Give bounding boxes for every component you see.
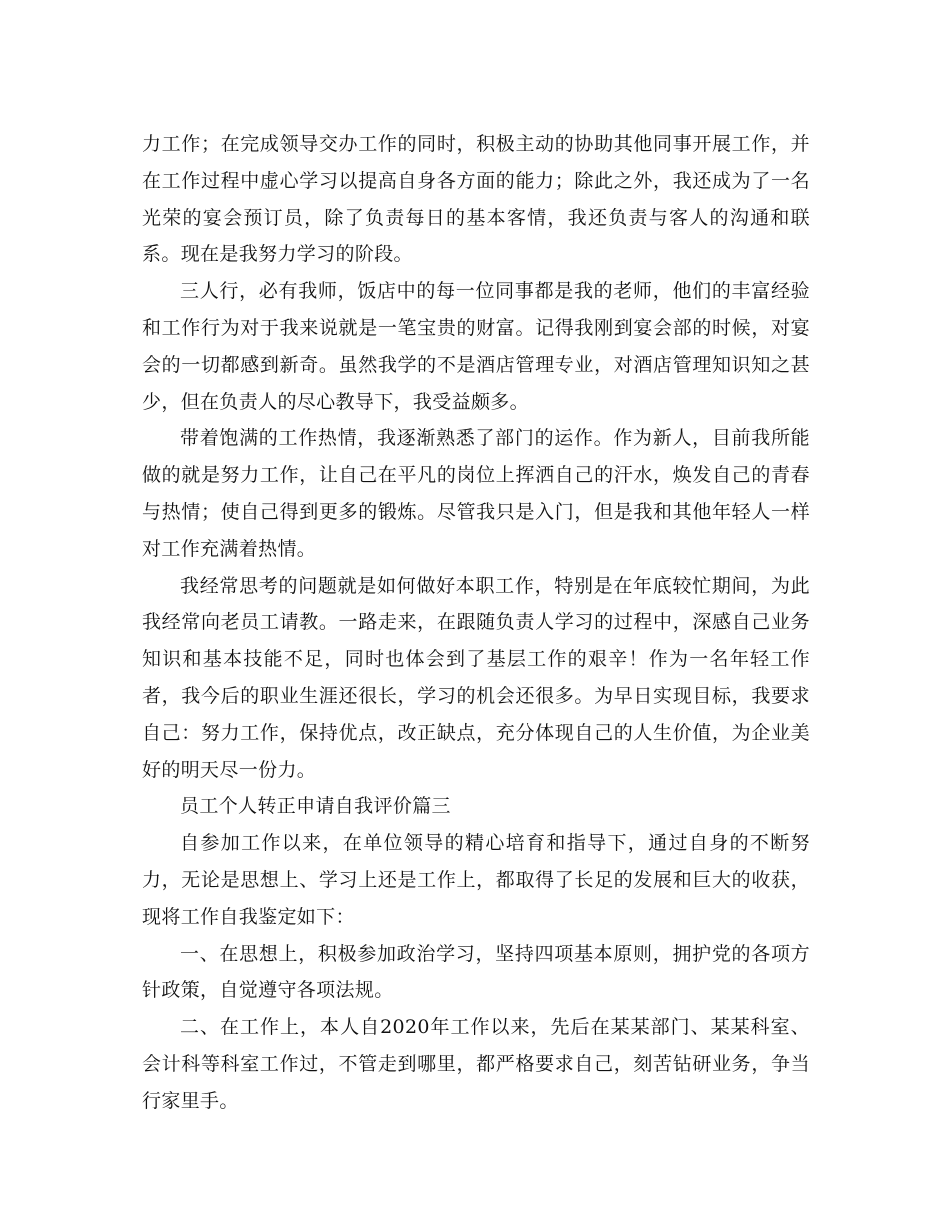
document-body	[142, 126, 810, 1120]
paragraph-reflection: 我经常思考的问题就是如何做好本职工作，特别是在年底较忙期间，为此我经常向老员工请教。一路走来，在跟随负责人学习的过程中，深感自己业务知识和基本技能不足，同时也体会到了基层工作的艰辛！作为一名年轻工作者，我今后的职业生涯还很长，学习的机会还很多。为早日实现目标，我要求自己：努力工作，保持优点，改正缺点，充分体现自己的人生价值，为企业美好的明天尽一份力。	[142, 574, 810, 781]
paragraph-thought: 一、在思想上，积极参加政治学习，坚持四项基本原则，拥护党的各项方针政策，自觉遵守各项法规。	[142, 942, 810, 1002]
paragraph-work: 二、在工作上，本人自2020年工作以来，先后在某某部门、某某科室、会计科等科室工作过，不管走到哪里，都严格要求自己，刻苦钻研业务，争当行家里手。	[142, 1016, 810, 1112]
paragraph-continuation: 力工作；在完成领导交办工作的同时，积极主动的协助其他同事开展工作，并在工作过程中虚心学习以提高自身各方面的能力；除此之外，我还成为了一名光荣的宴会预订员，除了负责每日的基本客情，我还负责与客人的沟通和联系。现在是我努力学习的阶段。	[142, 133, 810, 266]
section-heading: 员工个人转正申请自我评价篇三	[180, 795, 451, 818]
paragraph-enthusiasm: 带着饱满的工作热情，我逐渐熟悉了部门的运作。作为新人，目前我所能做的就是努力工作，让自己在平凡的岗位上挥洒自己的汗水，焕发自己的青春与热情；使自己得到更多的锻炼。尽管我只是入门，但是我和其他年轻人一样对工作充满着热情。	[142, 427, 810, 560]
paragraph-intro: 自参加工作以来，在单位领导的精心培育和指导下，通过自身的不断努力，无论是思想上、学习上还是工作上，都取得了长足的发展和巨大的收获，现将工作自我鉴定如下：	[142, 832, 810, 928]
paragraph-colleagues: 三人行，必有我师，饭店中的每一位同事都是我的老师，他们的丰富经验和工作行为对于我来说就是一笔宝贵的财富。记得我刚到宴会部的时候，对宴会的一切都感到新奇。虽然我学的不是酒店管理专业，对酒店管理知识知之甚少，但在负责人的尽心教导下，我受益颇多。	[142, 280, 810, 413]
